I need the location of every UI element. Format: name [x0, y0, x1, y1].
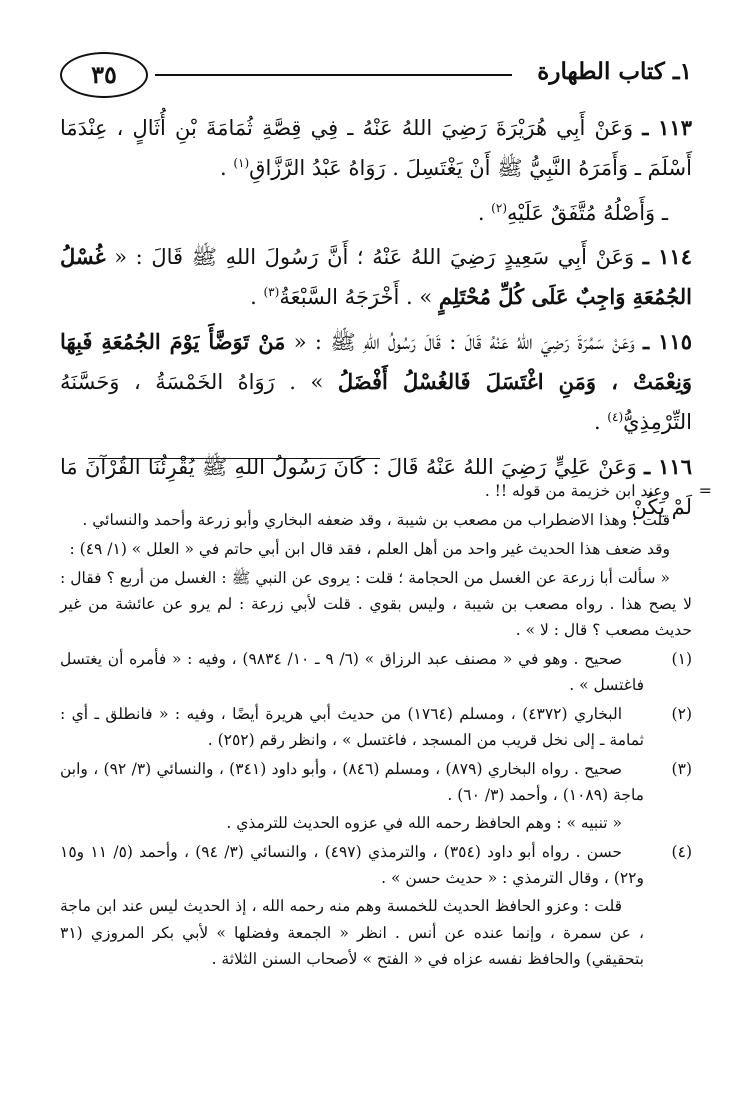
- footnote-number: (١): [671, 650, 692, 669]
- continued-note-paragraph: قلت : وهذا الاضطراب من مصعب بن شيبة ، وقد ضعفه البخاري وأبو زرعة وأحمد والنسائي .: [82, 511, 670, 530]
- hadith-body: وَعَنْ أَبِي هُرَيْرَةَ رَضِيَ اللهُ عَنْهُ ـ فِي قِصَّةِ ثُمَامَةَ بْنِ أُثَالٍ ، عِنْدَمَا أَسْلَمَ ـ وَأَمَرَهُ النَّبِيُّ ﷺ أَنْ يَغْتَسِلَ . رَوَاهُ عَبْدُ الرَّزَّاقِ: [60, 116, 692, 181]
- footnote-number: (٤): [671, 843, 692, 862]
- footnote-text: البخاري (٤٣٧٢) ، ومسلم (١٧٦٤) من حديث أبي هريرة أيضًا ، وفيه : « فانطلق ـ أي : ثمامة ـ إلى نخل قريب من المسجد ، فاغتسل » ، وانظر رقم (٢٥٢) .: [60, 705, 644, 750]
- punct: .: [219, 156, 234, 181]
- header-rule: [155, 74, 512, 76]
- continuation-mark: =: [698, 481, 712, 500]
- footnote-text: صحيح . رواه البخاري (٨٧٩) ، ومسلم (٨٤٦) ، وأبو داود (٣٤١) ، والنسائي (٣/ ٩٢) ، وابن ماجة (١٠٨٩) ، وأحمد (٣/ ٦٠) .: [60, 760, 644, 805]
- page-header: [60, 52, 692, 100]
- hadith-114: [60, 237, 692, 318]
- chapter-title: ١ـ كتاب الطهارة: [537, 58, 692, 85]
- hadith-number: ١١٣ ـ: [642, 115, 692, 140]
- footnote-ref: (٤): [607, 410, 624, 425]
- punct: .: [250, 285, 264, 310]
- hadith-body: وَعَنْ أَبِي سَعِيدٍ رَضِيَ اللهُ عَنْهُ ؛ أَنَّ رَسُولَ اللهِ ﷺ قَالَ : «: [114, 244, 635, 269]
- hadith-source: » . رَوَاهُ الخَمْسَةُ ، وَحَسَّنَهُ التِّرْمِذِيُّ: [60, 369, 692, 435]
- footnote-ref: (٢): [491, 200, 507, 215]
- hadith-number: ١١٦ ـ: [644, 453, 692, 479]
- footnotes: [60, 478, 712, 975]
- punct: .: [477, 200, 492, 225]
- hadith-115: [60, 322, 692, 443]
- footnote-number: (٢): [671, 705, 692, 724]
- hadith-113-addendum: [60, 193, 692, 233]
- footnote-text: حسن . رواه أبو داود (٣٥٤) ، والترمذي (٤٩٧) ، والنسائي (٣/ ٩٤) ، وأحمد (٥/ ١١ و١٥ و٢٢) ، وقال الترمذي : « حديث حسن » .: [60, 843, 644, 888]
- footnote-text: « تنبيه » : وهم الحافظ رحمه الله في عزوه الحديث للترمذي .: [226, 814, 622, 833]
- page-number: ٣٥: [60, 52, 148, 98]
- hadith-113: [60, 108, 692, 189]
- footnote-text: صحيح . وهو في « مصنف عبد الرزاق » (٦/ ٩ ـ ١٠/ ٩٨٣٤) ، وفيه : « فأمره أن يغتسل فاغتسل » .: [60, 650, 644, 695]
- hadith-number: ١١٤ ـ: [642, 243, 692, 269]
- hadith-body: وَعَنْ سَمُرَةَ رَضِيَ اللهُ عَنْهُ قَالَ : قَالَ رَسُولُ اللهِ ﷺ : «: [293, 329, 635, 354]
- footnote-text: قلت : وعزو الحافظ الحديث للخمسة وهم منه رحمه الله ، إذ الحديث ليس عند ابن ماجة ، عن سمرة ، وإنما عنده عن أنس . انظر « الجمعة وفضلها » لأبي بكر المروزي (٣١ بتحقيقي) والحافظ نفسه عزاه في « الفتح » لأصحاب السنن الثلاثة .: [60, 897, 644, 968]
- prophetic-saying: غُسْلُ الجُمُعَةِ وَاجِبٌ عَلَى كُلِّ مُحْتَلِمٍ: [60, 243, 692, 310]
- footnote-4: [60, 839, 692, 971]
- continued-note-paragraph: وقد ضعف هذا الحديث غير واحد من أهل العلم ، فقد قال ابن أبي حاتم في « العلل » (١/ ٤٩) :: [69, 540, 670, 559]
- punct: .: [593, 410, 608, 435]
- continued-note-paragraph: وعند ابن خزيمة من قوله !! .: [484, 482, 670, 500]
- footnote-2: [60, 701, 692, 753]
- footnote-ref: (٣): [263, 285, 280, 300]
- footnote-separator: [88, 458, 380, 459]
- continued-note-paragraph: « سألت أبا زرعة عن الغسل من الحجامة ؛ قلت : يروى عن النبي ﷺ : الغسل من أربع ؟ فقال : لا يصح هذا . رواه مصعب بن شيبة ، وليس بقوي . قلت لأبي زرعة : لم يرو عن عائشة من غير حديث مصعب ؟ قال : لا » .: [60, 569, 692, 640]
- footnote-ref: (١): [233, 156, 250, 171]
- hadith-number: ١١٥ ـ: [643, 328, 692, 354]
- hadith-text: [60, 108, 692, 531]
- footnote-3: [60, 756, 692, 836]
- hadith-body: وَعَنْ عَلِيٍّ رَضِيَ اللهُ عَنْهُ قَالَ : كَانَ رَسُولُ اللهِ ﷺ يُقْرِئُنَا القُرْآنَ مَا لَمْ يَكُنْ: [60, 454, 692, 519]
- footnote-number: (٣): [671, 760, 692, 779]
- footnote-1: [60, 646, 692, 698]
- hadith-body: ـ وَأَصْلُهُ مُتَّفَقٌ عَلَيْهِ: [507, 200, 668, 225]
- hadith-source: » . أَخْرَجَهُ السَّبْعَةُ: [279, 285, 433, 310]
- prophetic-saying: مَنْ تَوَضَّأَ يَوْمَ الجُمُعَةِ فَبِهَا وَنِعْمَتْ ، وَمَنِ اغْتَسَلَ فَالغُسْلُ أَفْضَلُ: [60, 328, 692, 394]
